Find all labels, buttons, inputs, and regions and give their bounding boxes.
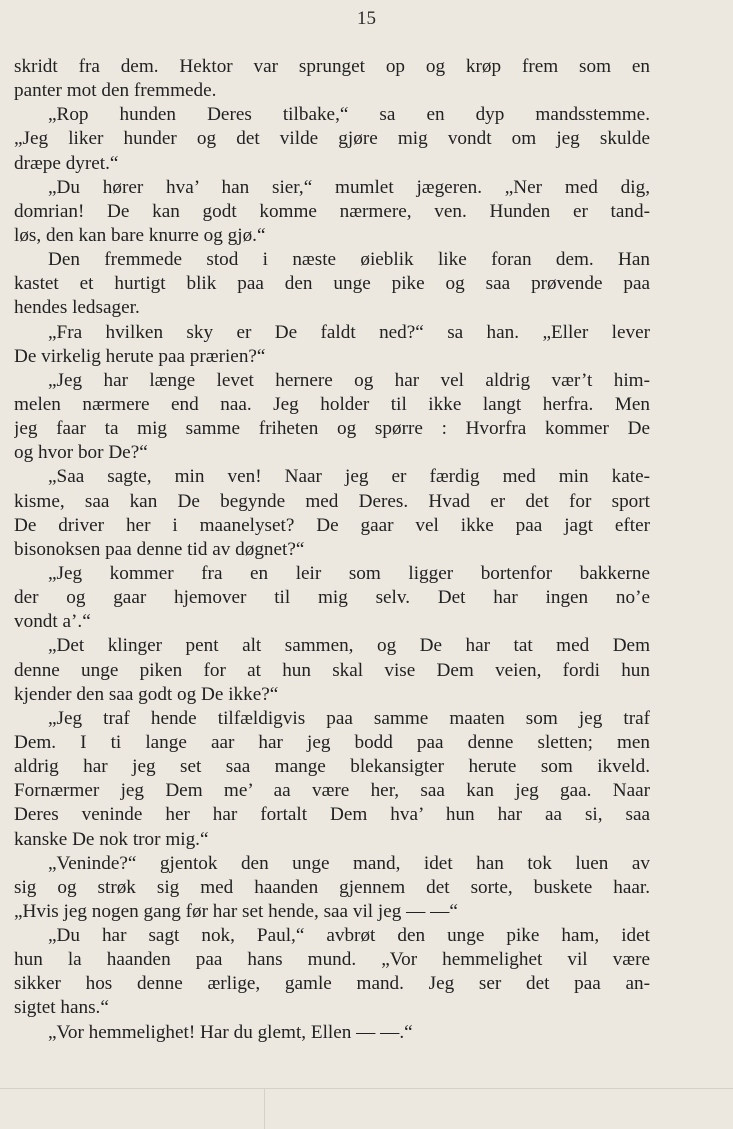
text-line: Dem. I ti lange aar har jeg bodd paa denne sletten; men [14,731,650,753]
text-line: „Veninde?“ gjentok den unge mand, idet han tok luen av [48,852,650,874]
text-line: Fornærmer jeg Dem me’ aa være her, saa kan jeg gaa. Naar [14,780,650,802]
text-line: „Du hører hva’ han sier,“ mumlet jægeren. „Ner med dig, [48,176,650,198]
text-line: domrian! De kan godt komme nærmere, ven. Hunden er tand- [14,200,650,222]
text-line: hendes ledsager. [14,297,140,319]
text-line: melen nærmere end naa. Jeg holder til ikke langt herfra. Men [14,393,650,415]
text-line: kjender den saa godt og De ikke?“ [14,683,279,705]
text-line: aldrig har jeg set saa mange blekansigter herute som ikveld. [14,756,650,778]
text-line: og hvor bor De?“ [14,442,148,464]
text-line: sigtet hans.“ [14,997,109,1019]
text-line: „Jeg kommer fra en leir som ligger bortenfor bakkerne [48,562,650,584]
text-line: „Fra hvilken sky er De faldt ned?“ sa han. „Eller lever [48,321,650,343]
text-line: „Jeg liker hunder og det vilde gjøre mig vondt om jeg skulde [14,128,650,150]
page-edge-line [0,1088,733,1089]
text-line: „Jeg har længe levet hernere og har vel aldrig vær’t him- [48,369,650,391]
text-line: „Rop hunden Deres tilbake,“ sa en dyp mandsstemme. [48,104,650,126]
text-line: „Vor hemmelighet! Har du glemt, Ellen — —.“ [48,1021,413,1043]
text-line: jeg faar ta mig samme friheten og spørre : Hvorfra kommer De [14,418,650,440]
text-line: denne unge piken for at hun skal vise Dem veien, fordi hun [14,659,650,681]
text-line: Den fremmede stod i næste øieblik like foran dem. Han [48,249,650,271]
text-line: hun la haanden paa hans mund. „Vor hemmelighet vil være [14,949,650,971]
text-line: „Jeg traf hende tilfældigvis paa samme maaten som jeg traf [48,707,650,729]
text-line: kisme, saa kan De begynde med Deres. Hvad er det for sport [14,490,650,512]
text-line: kanske De nok tror mig.“ [14,828,209,850]
page-number: 15 [357,8,376,29]
text-line: løs, den kan bare knurre og gjø.“ [14,224,266,246]
text-line: vondt a’.“ [14,611,91,633]
body-text [14,55,650,1045]
page-edge-tick [264,1089,265,1129]
text-line: Deres veninde her har fortalt Dem hva’ hun har aa si, saa [14,804,650,826]
text-line: skridt fra dem. Hektor var sprunget op og krøp frem som en [14,56,650,77]
text-line: De virkelig herute paa prærien?“ [14,345,266,367]
text-line: kastet et hurtigt blik paa den unge pike og saa prøvende paa [14,273,650,295]
text-line: der og gaar hjemover til mig selv. Det har ingen no’e [14,587,650,609]
text-line: „Saa sagte, min ven! Naar jeg er færdig med min kate- [48,466,650,488]
text-line: panter mot den fremmede. [14,80,217,102]
text-line: De driver her i maanelyset? De gaar vel ikke paa jagt efter [14,514,650,536]
text-line: „Hvis jeg nogen gang før har set hende, saa vil jeg — —“ [14,900,458,922]
text-line: „Du har sagt nok, Paul,“ avbrøt den unge pike ham, idet [48,925,650,947]
text-line: sikker hos denne ærlige, gamle mand. Jeg ser det paa an- [14,973,650,995]
text-line: bisonoksen paa denne tid av døgnet?“ [14,538,305,560]
text-line: sig og strøk sig med haanden gjennem det sorte, buskete haar. [14,876,650,898]
text-line: „Det klinger pent alt sammen, og De har tat med Dem [48,635,650,657]
text-line: dræpe dyret.“ [14,152,119,174]
